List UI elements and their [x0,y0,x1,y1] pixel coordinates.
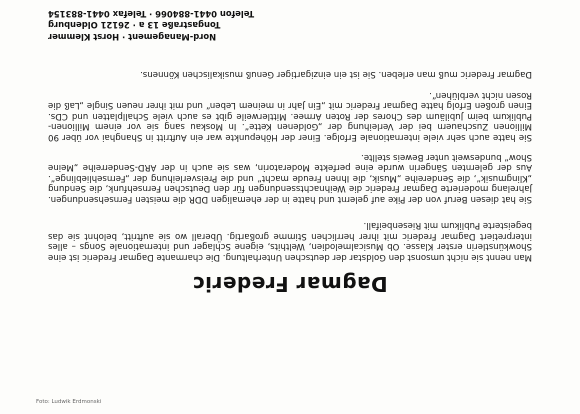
paragraph-intro: Man nennt sie nicht umsonst den Goldstar der deutschen Unterhaltung. Die charmante Dagmar Frederic ist eine Showkünstlerin erster Klasse. Ob Musicalmelodien, Welthits, eigene Schlager und internationale Songs – alles interpretiert Dagmar Frederic mit ihrer herrlichen Stimme großartig. Überall wo sie auftritt, belohnt sie das begeisterte Publikum mit Riesenbeifall. [48,220,532,262]
contact-address: Tongastraße 13 a · 26121 Oldenburg [48,20,221,31]
contact-phone-fax: Telefon 0441-884066 · Telefax 0441-883154 [48,9,255,19]
paragraph-career: Sie hat diesen Beruf von der Pike auf gelernt und hatte in der ehemaligen DDR die meisten Fernsehsendungen. Jahrelang moderierte Dagmar Frederic die Weihnachtssendungen für den Deutschen Fernsehfunk, die Sendung „Klingmusik“, die Sendereihe „Musik, die Ihnen Freude macht“ und die Preisverleihung der „Fernsehlieblinge“. Aus der gelernten Sängerin wurde eine perfekte Moderatorin, was sie auch in der ARD-Senderreihe „Meine Show“ bundesweit unter Beweis stellte. [48,151,532,204]
contact-block [48,8,348,43]
paragraph-international: Sie hatte auch sehr viele internationale Erfolge. Einer der Höhepunkte war ein Auftritt in Shanghai vor über 90 Millionen Zuschauern bei der Verleihung der „Goldenen Kette“. In Moskau sang sie vor einem Millionen-Publikum beim Jubiläum des Chores der Roten Armee. Mittlerweile gibt es auch viele Schallplatten und CDs. Einen großen Erfolg hatte Dagmar Frederic mit „Ein Jahr in meinem Leben“ und mit ihrer neuen Single „Laß die Rosen nicht verblühen“. [48,89,532,142]
card-title: Dagmar Frederic [192,272,388,296]
paragraph-closing: Dagmar Frederic muß man erleben. Sie ist ein einzigartiger Genuß musikalischen Könnens. [140,69,532,79]
contact-management: Nord-Management · Horst Klemmer [48,32,217,42]
photo-credit: Foto: Ludwik Erdmonski [36,399,102,405]
